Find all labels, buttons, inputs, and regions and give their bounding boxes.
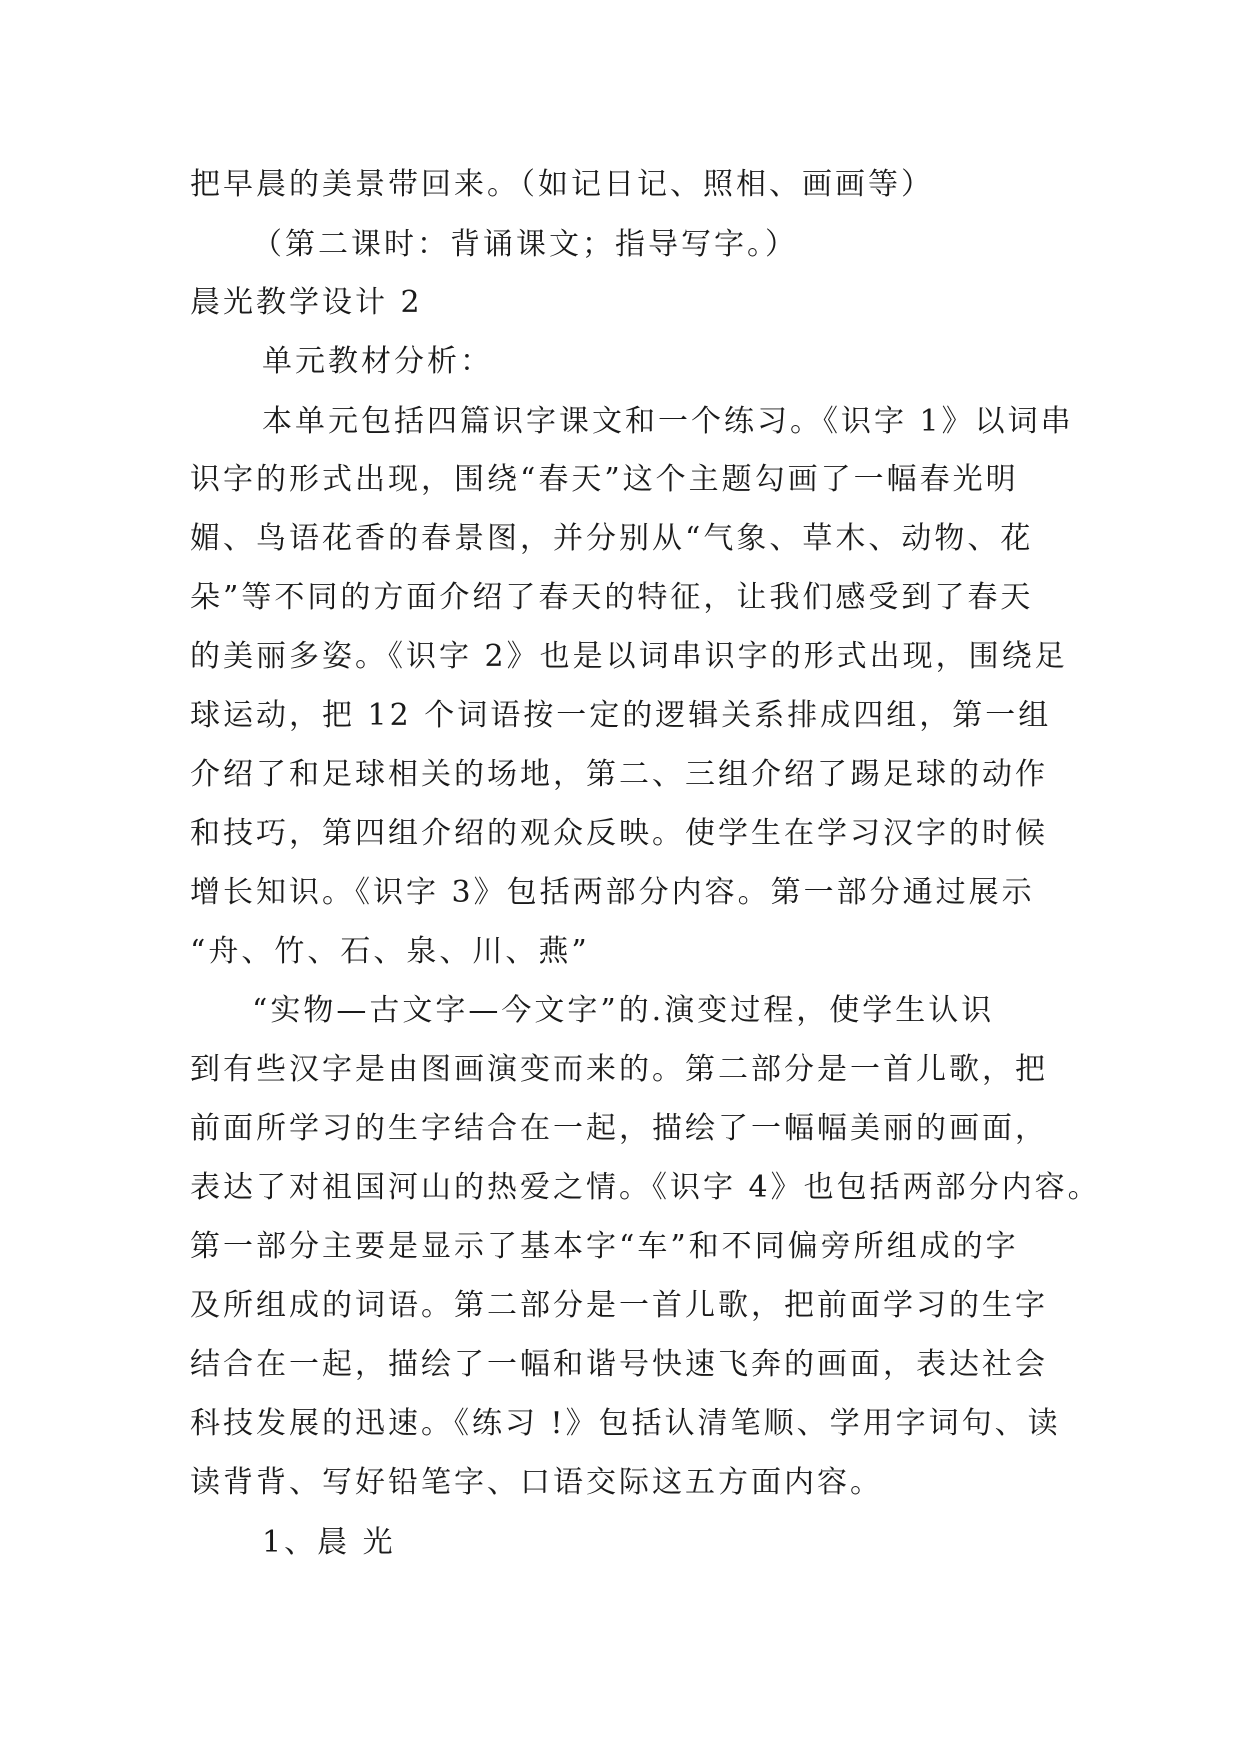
text-line-23: 读背背、写好铅笔字、口语交际这五方面内容。 bbox=[190, 1465, 883, 1500]
text-line-9: 的美丽多姿。《识字 2》也是以词串识字的形式出现，围绕足 bbox=[190, 639, 1068, 674]
text-line-2: （第二课时：背诵课文；指导写字。） bbox=[252, 227, 798, 262]
text-line-18: 表达了对祖国河山的热爱之情。《识字 4》也包括两部分内容。 bbox=[190, 1170, 1101, 1205]
text-line-5: 本单元包括四篇识字课文和一个练习。《识字 1》以词串 bbox=[262, 404, 1074, 439]
text-line-8: 朵”等不同的方面介绍了春天的特征，让我们感受到了春天 bbox=[190, 580, 1034, 615]
text-line-7: 媚、鸟语花香的春景图，并分别从“气象、草木、动物、花 bbox=[190, 521, 1034, 556]
text-line-11: 介绍了和足球相关的场地，第二、三组介绍了踢足球的动作 bbox=[190, 757, 1048, 792]
text-line-20: 及所组成的词语。第二部分是一首儿歌，把前面学习的生字 bbox=[190, 1288, 1048, 1323]
text-line-22: 科技发展的迅速。《练习 !》包括认清笔顺、学用字词句、读 bbox=[190, 1406, 1061, 1441]
lesson-heading: 1、晨 光 bbox=[262, 1525, 396, 1560]
text-line-15: “实物—古文字—今文字”的.演变过程，使学生认识 bbox=[252, 993, 995, 1028]
text-line-13: 增长知识。《识字 3》包括两部分内容。第一部分通过展示 bbox=[190, 875, 1035, 910]
text-line-19: 第一部分主要是显示了基本字“车”和不同偏旁所组成的字 bbox=[190, 1229, 1019, 1264]
section-title: 晨光教学设计 2 bbox=[190, 285, 423, 320]
text-line-16: 到有些汉字是由图画演变而来的。第二部分是一首儿歌，把 bbox=[190, 1052, 1048, 1087]
text-line-10: 球运动，把 12 个词语按一定的逻辑关系排成四组，第一组 bbox=[190, 698, 1052, 733]
text-line-21: 结合在一起，描绘了一幅和谐号快速飞奔的画面，表达社会 bbox=[190, 1347, 1048, 1382]
text-line-12: 和技巧，第四组介绍的观众反映。使学生在学习汉字的时候 bbox=[190, 816, 1048, 851]
subsection-heading: 单元教材分析： bbox=[262, 344, 493, 379]
text-line-14: “舟、竹、石、泉、川、燕” bbox=[190, 934, 590, 969]
text-line-1: 把早晨的美景带回来。（如记日记、照相、画画等） bbox=[190, 167, 934, 202]
text-line-17: 前面所学习的生字结合在一起，描绘了一幅幅美丽的画面， bbox=[190, 1111, 1048, 1146]
text-line-6: 识字的形式出现，围绕“春天”这个主题勾画了一幅春光明 bbox=[190, 462, 1019, 497]
